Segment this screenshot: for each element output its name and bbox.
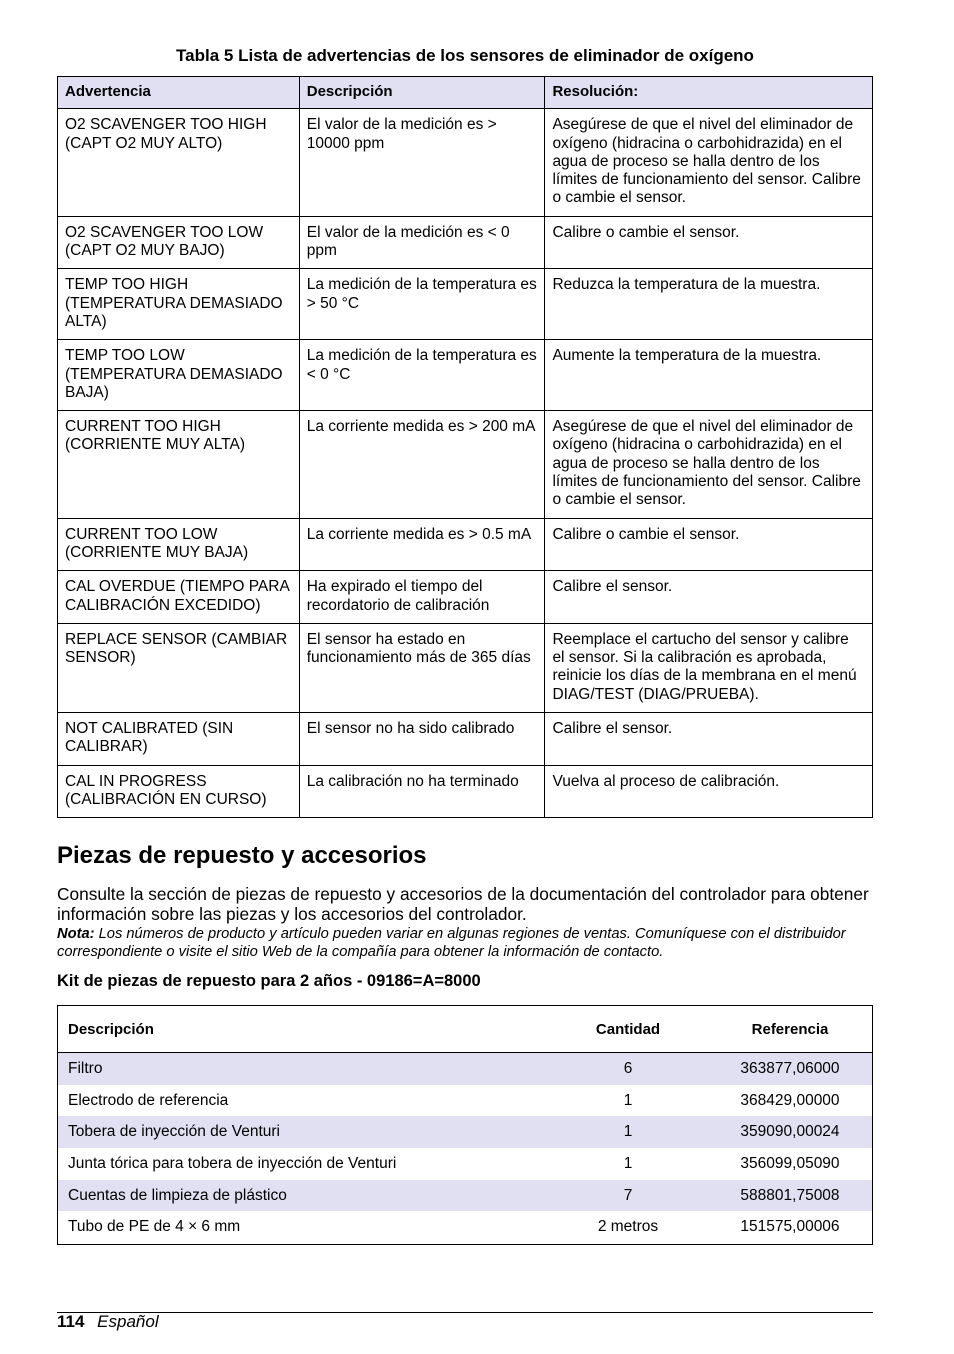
part-reference: 588801,75008 [708,1180,872,1212]
kit-title: Kit de piezas de repuesto para 2 años - 09186=A=8000 [57,972,481,990]
description-cell: La medición de la temperatura es < 0 °C [299,340,545,411]
part-quantity: 1 [623,1091,633,1109]
resolution-cell: Vuelva al proceso de calibración. [545,765,873,818]
part-quantity: 1 [623,1154,633,1172]
description-cell: El sensor ha estado en funcionamiento más de 365 días [299,623,545,712]
parts-table-box [57,1005,873,1245]
part-reference: 359090,00024 [708,1116,872,1148]
header-advertencia: Advertencia [58,77,300,109]
resolution-cell: Calibre o cambie el sensor. [545,216,873,269]
part-description: Cuentas de limpieza de plástico [58,1180,548,1212]
table-row [58,109,873,216]
note-text: Los números de producto y artículo pueden variar en algunas regiones de ventas. Comuníquese con el distribuidor correspondiente o visite el sitio Web de la compañía para obtener la información de contacto. [57,926,846,961]
header-cantidad: Cantidad [548,1006,708,1053]
resolution-cell: Reemplace el cartucho del sensor y calibre el sensor. Si la calibración es aprobada, reinicie los días de la membrana en el menú DIAG/TEST (DIAG/PRUEBA). [545,623,873,712]
table-row [58,571,873,624]
table-row [58,1148,872,1180]
note-label: Nota: [57,926,95,942]
parts-table [58,1006,872,1243]
part-quantity: 1 [548,1116,708,1148]
part-reference: 363877,06000 [708,1053,872,1085]
table-row [58,1085,872,1117]
table-row [58,411,873,518]
warning-cell: CURRENT TOO LOW (CORRIENTE MUY BAJA) [58,518,300,571]
description-cell: La medición de la temperatura es > 50 °C [299,269,545,340]
warning-cell: CURRENT TOO HIGH (CORRIENTE MUY ALTA) [58,411,300,518]
resolution-cell: Aumente la temperatura de la muestra. [545,340,873,411]
warning-cell: CAL OVERDUE (TIEMPO PARA CALIBRACIÓN EXCEDIDO) [58,571,300,624]
header-descripcion: Descripción [58,1006,548,1053]
table-row [58,518,873,571]
note-paragraph [57,925,873,962]
part-reference: 151575,00006 [740,1218,840,1236]
table-row [58,340,873,411]
table-row [58,765,873,818]
table-row [58,269,873,340]
header-resolucion: Resolución: [545,77,873,109]
warnings-table [57,76,873,818]
intro-paragraph: Consulte la sección de piezas de repuesto y accesorios de la documentación del controlador para obtener información sobre las piezas y los accesorios del controlador. [57,884,869,924]
footer-language: Español [97,1312,159,1331]
resolution-cell: Calibre el sensor. [545,571,873,624]
header-referencia: Referencia [708,1006,872,1053]
description-cell: La corriente medida es > 200 mA [299,411,545,518]
resolution-cell: Calibre o cambie el sensor. [545,518,873,571]
warning-cell: NOT CALIBRATED (SIN CALIBRAR) [58,713,300,766]
table-row [58,1053,872,1085]
description-cell: El valor de la medición es < 0 ppm [299,216,545,269]
page-footer [57,1312,159,1332]
warning-cell: REPLACE SENSOR (CAMBIAR SENSOR) [58,623,300,712]
part-reference: 368429,00000 [740,1091,840,1109]
description-cell: El valor de la medición es > 10000 ppm [299,109,545,216]
part-description: Tubo de PE de 4 × 6 mm [68,1218,241,1236]
part-description: Filtro [58,1053,548,1085]
part-description: Electrodo de referencia [68,1091,229,1109]
description-cell: La calibración no ha terminado [299,765,545,818]
part-quantity: 6 [548,1053,708,1085]
table-row [58,1180,872,1212]
part-quantity: 7 [548,1180,708,1212]
header-descripcion: Descripción [299,77,545,109]
table-row [58,623,873,712]
resolution-cell: Reduzca la temperatura de la muestra. [545,269,873,340]
warning-cell: CAL IN PROGRESS (CALIBRACIÓN EN CURSO) [58,765,300,818]
description-cell: Ha expirado el tiempo del recordatorio de calibración [299,571,545,624]
warning-cell: TEMP TOO LOW (TEMPERATURA DEMASIADO BAJA) [58,340,300,411]
warnings-header-row [58,77,873,109]
table-caption: Tabla 5 Lista de advertencias de los sensores de eliminador de oxígeno [176,46,754,65]
warning-cell: TEMP TOO HIGH (TEMPERATURA DEMASIADO ALTA) [58,269,300,340]
description-cell: La corriente medida es > 0.5 mA [299,518,545,571]
part-description: Junta tórica para tobera de inyección de Venturi [68,1154,397,1172]
warning-cell: O2 SCAVENGER TOO HIGH (CAPT O2 MUY ALTO) [58,109,300,216]
table-row [58,1116,872,1148]
parts-header-row [58,1006,872,1053]
part-reference: 356099,05090 [740,1154,840,1172]
part-description: Tobera de inyección de Venturi [58,1116,548,1148]
table-row [58,216,873,269]
footer-divider [57,1312,873,1313]
section-title: Piezas de repuesto y accesorios [57,842,427,869]
resolution-cell: Asegúrese de que el nivel del eliminador de oxígeno (hidracina o carbohidrazida) en el agua de proceso se halla dentro de los límites de funcionamiento del sensor. Calibre o cambie el sensor. [545,411,873,518]
description-cell: El sensor no ha sido calibrado [299,713,545,766]
table-row [58,1211,872,1243]
page-number: 114 [57,1312,85,1331]
resolution-cell: Asegúrese de que el nivel del eliminador de oxígeno (hidracina o carbohidrazida) en el agua de proceso se halla dentro de los límites de funcionamiento del sensor. Calibre o cambie el sensor. [545,109,873,216]
table-row [58,713,873,766]
part-quantity: 2 metros [597,1218,659,1236]
resolution-cell: Calibre el sensor. [545,713,873,766]
warning-cell: O2 SCAVENGER TOO LOW (CAPT O2 MUY BAJO) [58,216,300,269]
